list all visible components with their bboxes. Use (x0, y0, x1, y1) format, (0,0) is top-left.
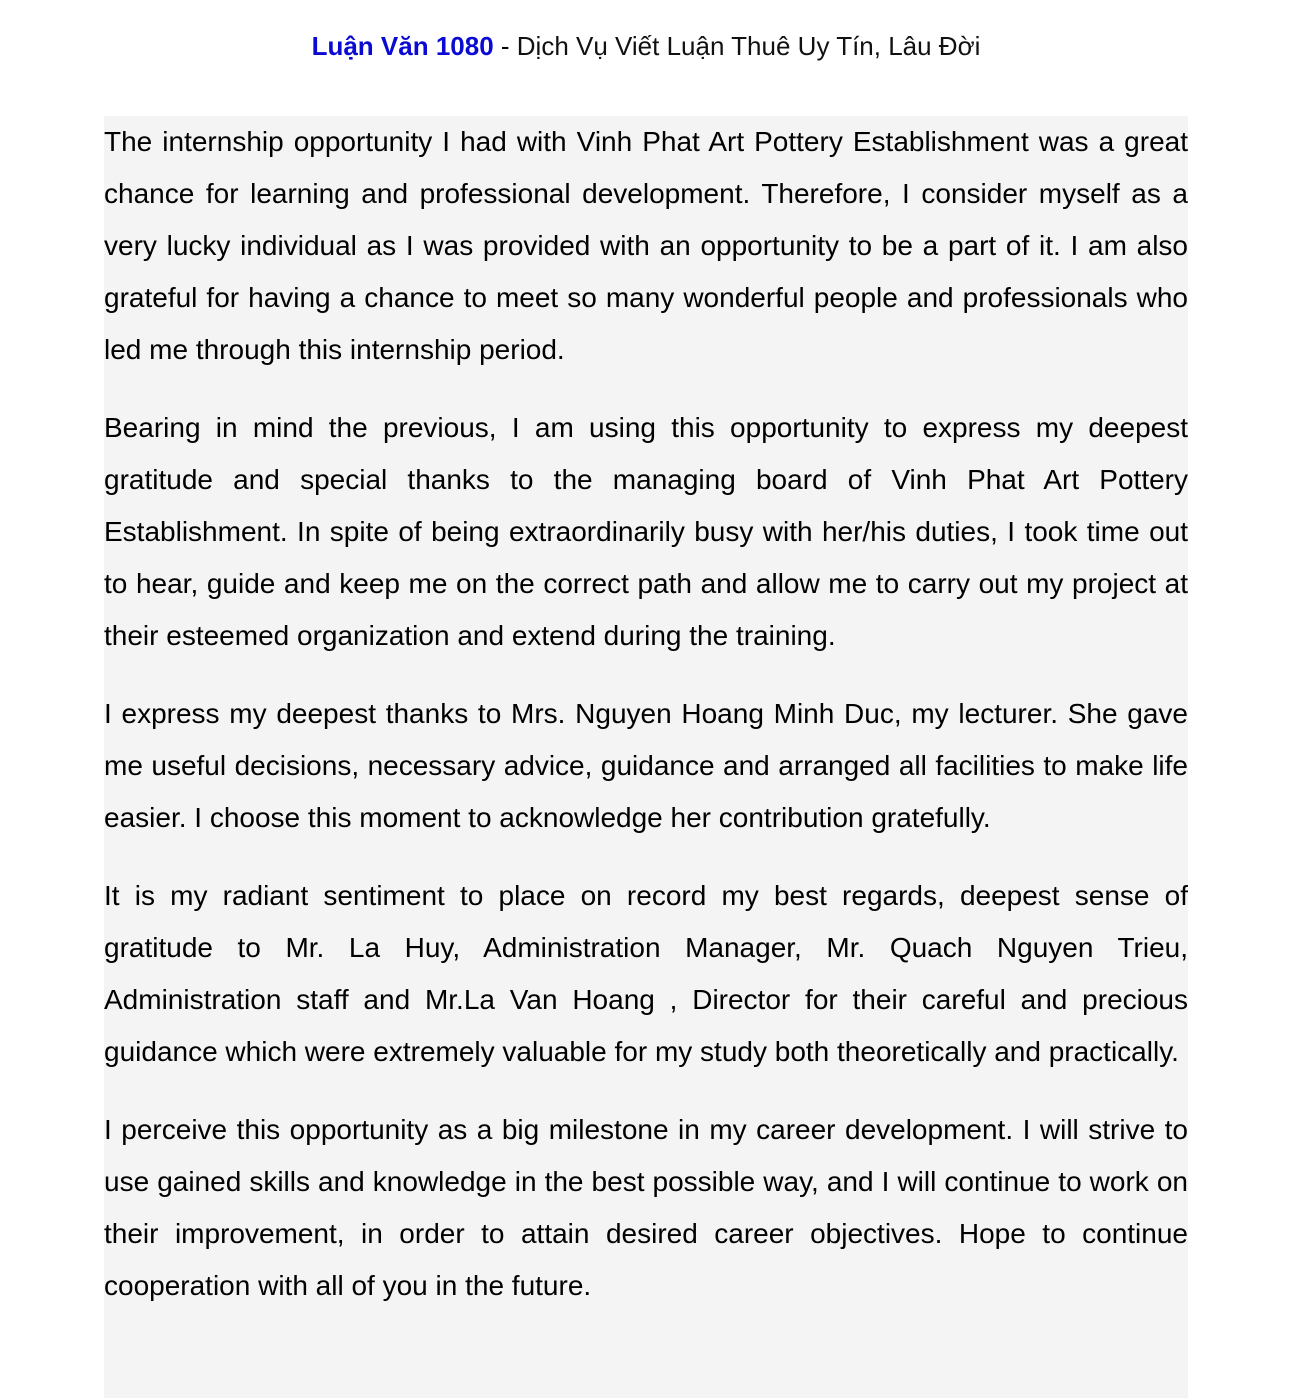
paragraph-managing-board-thanks: Bearing in mind the previous, I am using this opportunity to express my deepest gratitude and special thanks to the managing board of Vinh Phat Art Pottery Establishment. In spite of being extraordinarily busy with her/his duties, I took time out to hear, guide and keep me on the correct path and allow me to carry out my project at their esteemed organization and extend during the training. (104, 412, 1188, 651)
paragraph-staff-gratitude: It is my radiant sentiment to place on record my best regards, deepest sense of gratitude to Mr. La Huy, Administration Manager, Mr. Quach Nguyen Trieu, Administration staff and Mr.La Van Hoang , Director for their careful and precious guidance which were extremely valuable for my study both theoretically and practically. (104, 880, 1188, 1067)
paragraph-internship-opportunity: The internship opportunity I had with Vinh Phat Art Pottery Establishment was a great chance for learning and professional development. Therefore, I consider myself as a very lucky individual as I was provided with an opportunity to be a part of it. I am also grateful for having a chance to meet so many wonderful people and professionals who led me through this internship period. (104, 126, 1188, 365)
header-separator: - (493, 31, 517, 61)
paragraph-lecturer-thanks: I express my deepest thanks to Mrs. Nguyen Hoang Minh Duc, my lecturer. She gave me useful decisions, necessary advice, guidance and arranged all facilities to make life easier. I choose this moment to acknowledge her contribution gratefully. (104, 698, 1188, 833)
page-header (0, 28, 1292, 64)
document-body (104, 116, 1188, 1398)
site-brand-link[interactable]: Luận Văn 1080 (311, 31, 494, 61)
site-tagline: Dịch Vụ Viết Luận Thuê Uy Tín, Lâu Đời (516, 31, 981, 61)
paragraph-career-milestone: I perceive this opportunity as a big milestone in my career development. I will strive to use gained skills and knowledge in the best possible way, and I will continue to work on their improvement, in order to attain desired career objectives. Hope to continue cooperation with all of you in the future. (104, 1114, 1188, 1301)
